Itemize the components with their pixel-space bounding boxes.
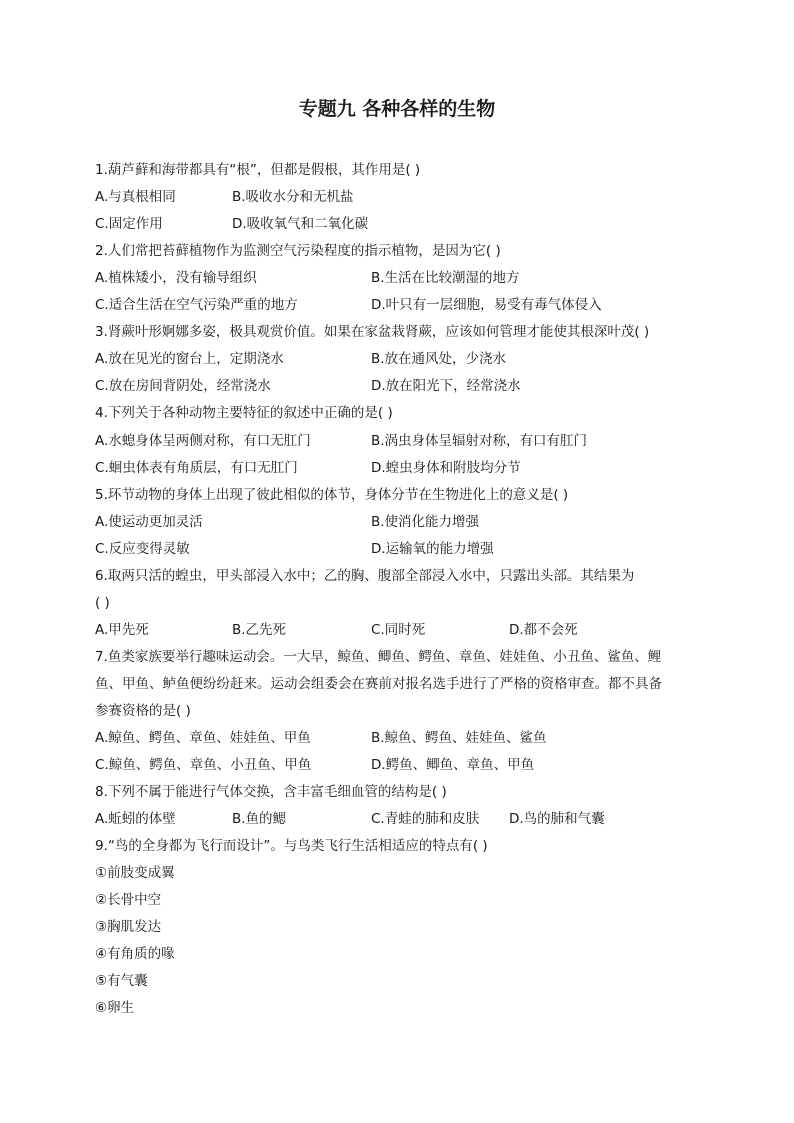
q6-option-a: A.甲先死 bbox=[95, 622, 149, 638]
q2-option-d: D.叶只有一层细胞，易受有毒气体侵入 bbox=[371, 297, 602, 313]
question-7-stem-line-3: 参赛资格的是( ) bbox=[95, 703, 191, 719]
q2-option-a: A.植株矮小，没有输导组织 bbox=[95, 270, 257, 286]
q7-option-c: C.鲸鱼、鳄鱼、章鱼、小丑鱼、甲鱼 bbox=[95, 757, 312, 773]
q9-item-3: ③胸肌发达 bbox=[95, 919, 162, 935]
q1-option-d: D.吸收氧气和二氧化碳 bbox=[232, 216, 369, 232]
q4-option-b: B.涡虫身体呈辐射对称，有口有肛门 bbox=[371, 433, 588, 449]
q4-option-a: A.水螅身体呈两侧对称，有口无肛门 bbox=[95, 433, 311, 449]
q8-option-a: A.蚯蚓的体壁 bbox=[95, 811, 176, 827]
q2-option-b: B.生活在比较潮湿的地方 bbox=[371, 270, 520, 286]
question-7-stem-line-1: 7.鱼类家族要举行趣味运动会。一大早，鲸鱼、鲫鱼、鳄鱼、章鱼、娃娃鱼、小丑鱼、鲨鱼、鲤 bbox=[95, 649, 662, 665]
q5-option-d: D.运输氧的能力增强 bbox=[371, 541, 494, 557]
q3-option-b: B.放在通风处，少浇水 bbox=[371, 351, 507, 367]
q7-option-d: D.鳄鱼、鲫鱼、章鱼、甲鱼 bbox=[371, 757, 535, 773]
q5-option-c: C.反应变得灵敏 bbox=[95, 541, 190, 557]
q1-option-c: C.固定作用 bbox=[95, 216, 163, 232]
q3-option-a: A.放在见光的窗台上，定期浇水 bbox=[95, 351, 284, 367]
q6-option-d: D.都不会死 bbox=[509, 622, 578, 638]
question-6-stem-line-2: ( ) bbox=[95, 595, 110, 611]
q4-option-c: C.蛔虫体表有角质层，有口无肛门 bbox=[95, 460, 298, 476]
question-2-stem: 2.人们常把苔藓植物作为监测空气污染程度的指示植物，是因为它( ) bbox=[95, 243, 501, 259]
question-5-stem: 5.环节动物的身体上出现了彼此相似的体节，身体分节在生物进化上的意义是( ) bbox=[95, 487, 569, 503]
q2-option-c: C.适合生活在空气污染严重的地方 bbox=[95, 297, 298, 313]
q8-option-b: B.鱼的鳃 bbox=[232, 811, 287, 827]
q9-item-6: ⑥卵生 bbox=[95, 1000, 135, 1016]
question-3-stem: 3.肾蕨叶形婀娜多姿，极具观赏价值。如果在家盆栽肾蕨，应该如何管理才能使其根深叶茂( ) bbox=[95, 324, 650, 340]
q3-option-c: C.放在房间背阴处，经常浇水 bbox=[95, 378, 271, 394]
q9-item-1: ①前肢变成翼 bbox=[95, 865, 175, 881]
q1-option-b: B.吸收水分和无机盐 bbox=[232, 189, 354, 205]
q8-option-d: D.鸟的肺和气囊 bbox=[509, 811, 605, 827]
question-4-stem: 4.下列关于各种动物主要特征的叙述中正确的是( ) bbox=[95, 405, 393, 421]
q7-option-b: B.鲸鱼、鳄鱼、娃娃鱼、鲨鱼 bbox=[371, 730, 547, 746]
q4-option-d: D.蝗虫身体和附肢均分节 bbox=[371, 460, 521, 476]
q8-option-c: C.青蛙的肺和皮肤 bbox=[371, 811, 480, 827]
q9-item-2: ②长骨中空 bbox=[95, 892, 162, 908]
q9-item-5: ⑤有气囊 bbox=[95, 973, 148, 989]
question-8-stem: 8.下列不属于能进行气体交换，含丰富毛细血管的结构是( ) bbox=[95, 784, 447, 800]
q7-option-a: A.鲸鱼、鳄鱼、章鱼、娃娃鱼、甲鱼 bbox=[95, 730, 311, 746]
q9-item-4: ④有角质的喙 bbox=[95, 946, 175, 962]
question-1-stem: 1.葫芦藓和海带都具有“根”，但都是假根，其作用是( ) bbox=[95, 162, 421, 178]
q3-option-d: D.放在阳光下，经常浇水 bbox=[371, 378, 521, 394]
question-7-stem-line-2: 鱼、甲鱼、鲈鱼便纷纷赶来。运动会组委会在赛前对报名选手进行了严格的资格审查。都不具备 bbox=[95, 676, 662, 692]
question-6-stem-line-1: 6.取两只活的蝗虫，甲头部浸入水中；乙的胸、腹部全部浸入水中，只露出头部。其结果为 bbox=[95, 568, 635, 584]
q5-option-a: A.使运动更加灵活 bbox=[95, 514, 203, 530]
q5-option-b: B.使消化能力增强 bbox=[371, 514, 480, 530]
q6-option-c: C.同时死 bbox=[371, 622, 426, 638]
question-9-stem: 9.“鸟的全身都为飞行而设计”。与鸟类飞行生活相适应的特点有( ) bbox=[95, 838, 488, 854]
q6-option-b: B.乙先死 bbox=[232, 622, 287, 638]
q1-option-a: A.与真根相同 bbox=[95, 189, 176, 205]
page-title: 专题九 各种各样的生物 bbox=[298, 98, 496, 120]
